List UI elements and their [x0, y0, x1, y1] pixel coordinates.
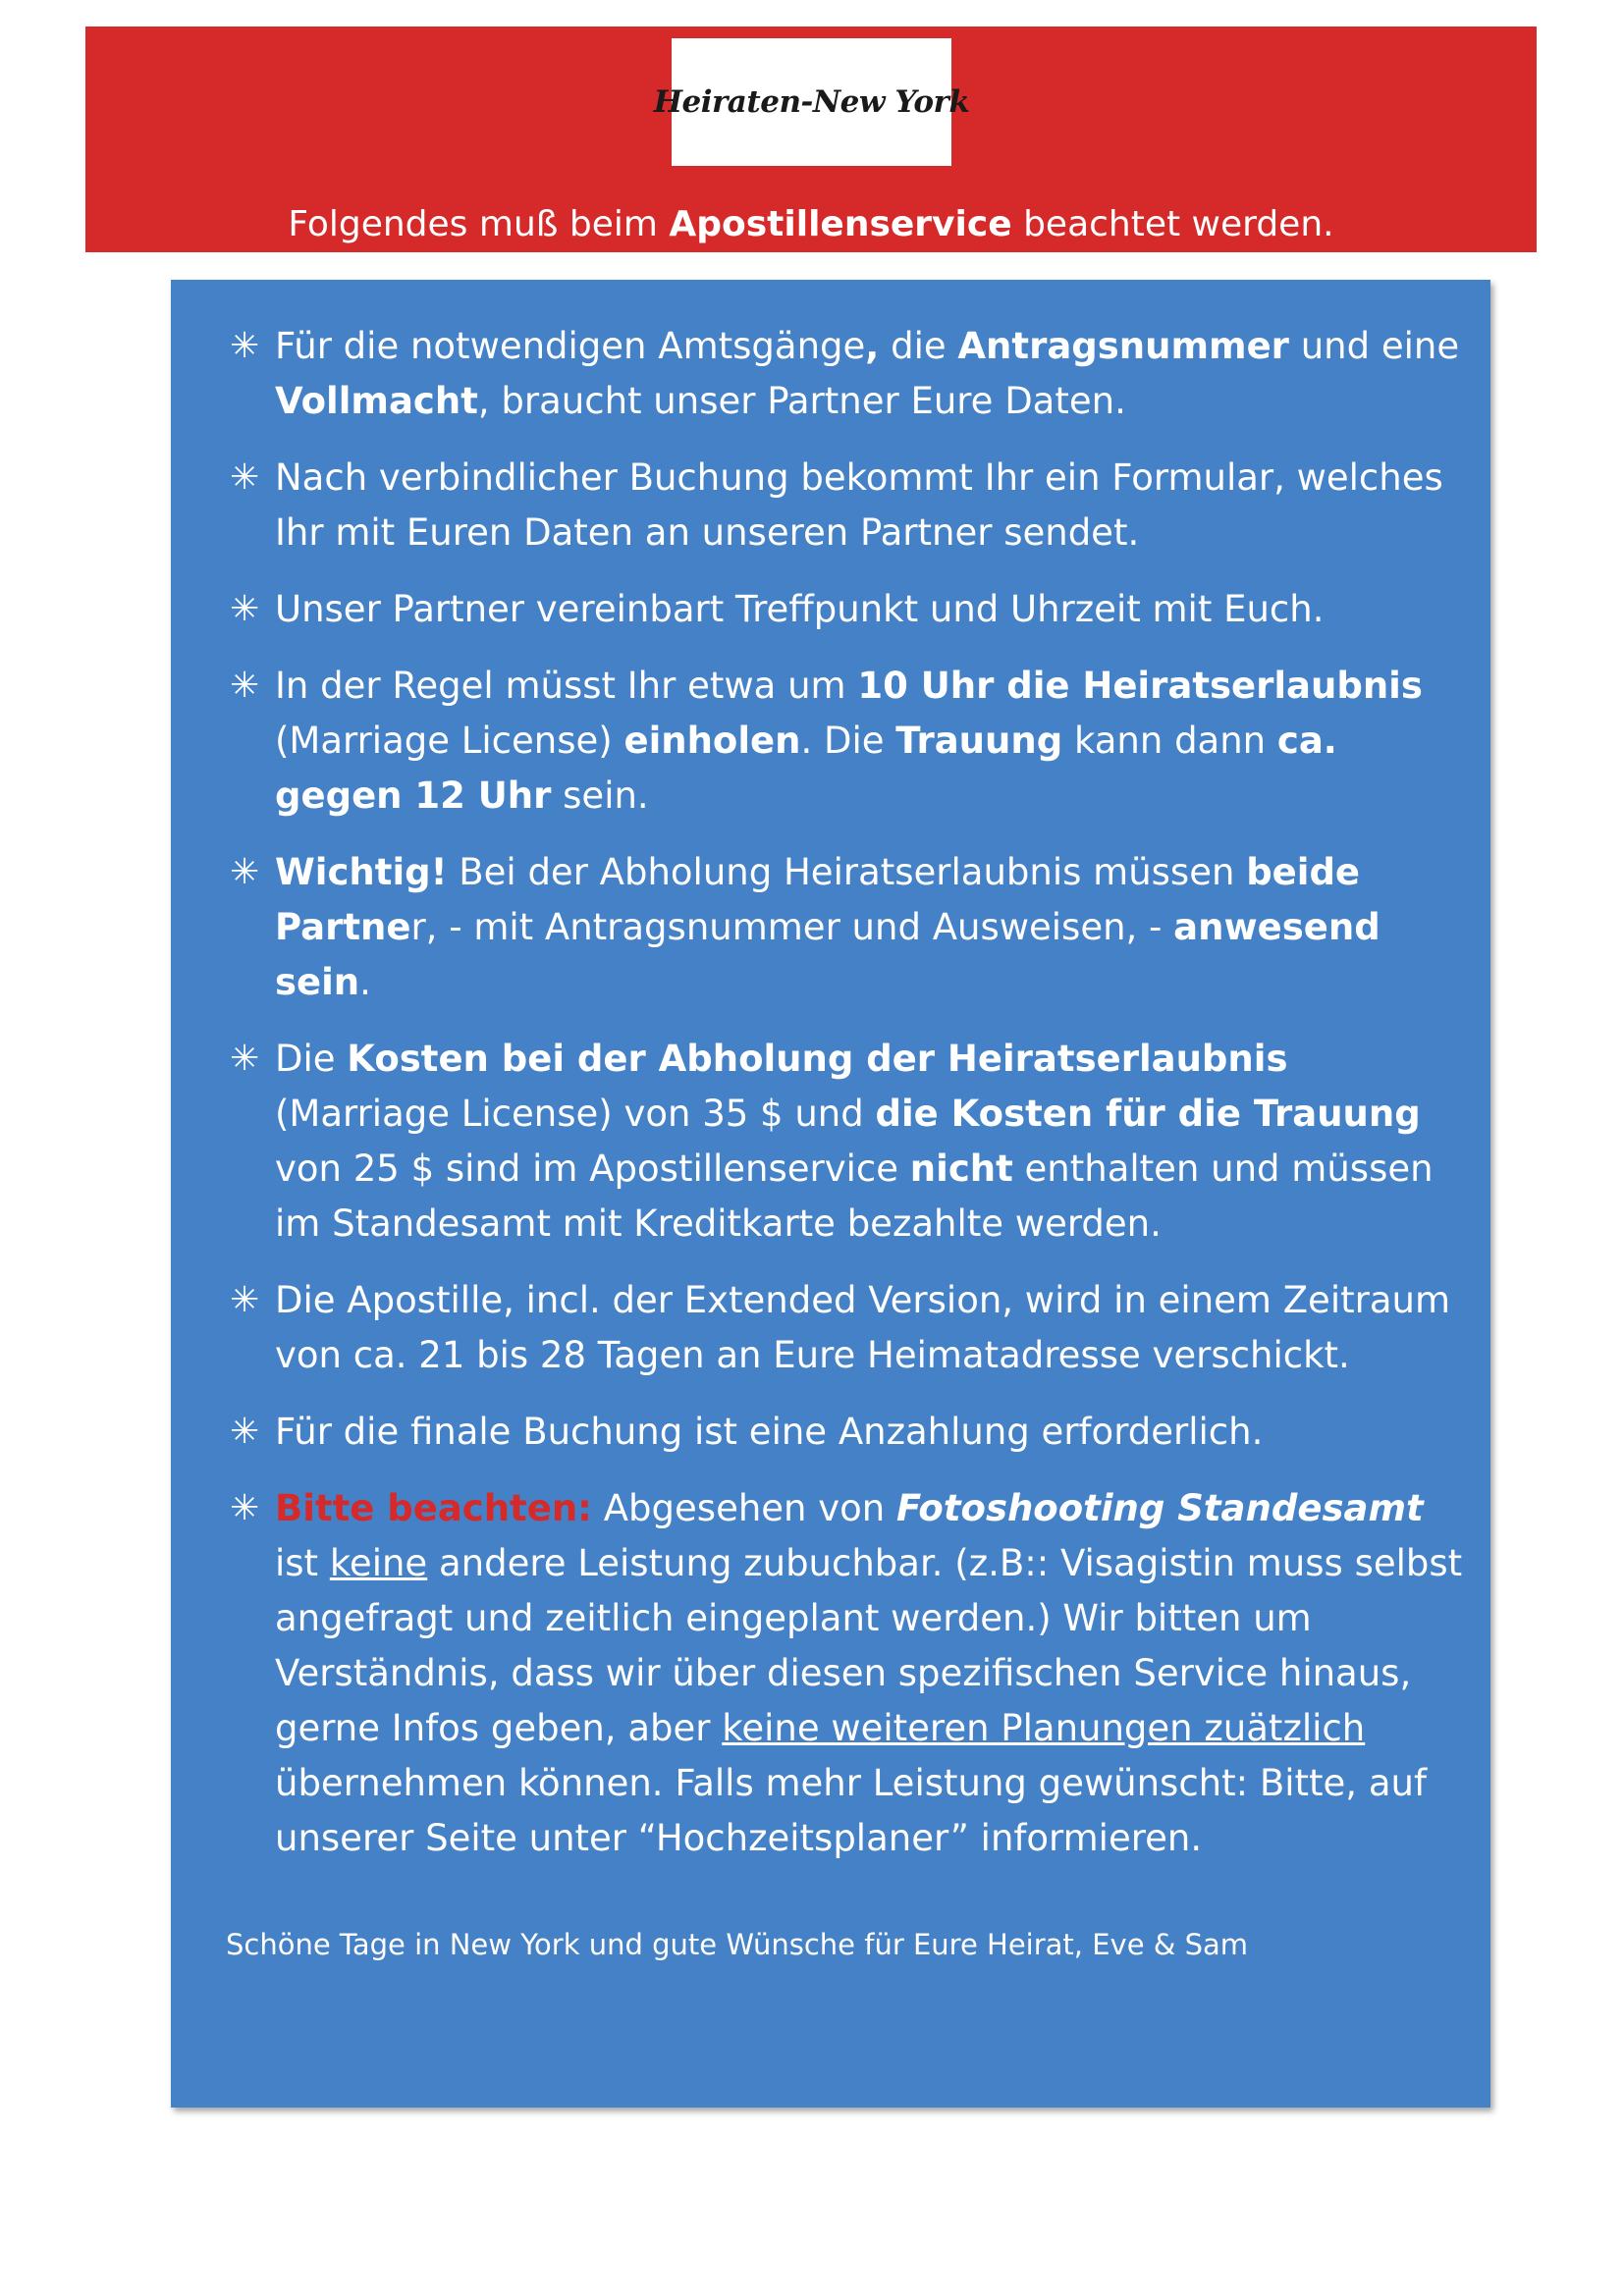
header-banner — [85, 27, 1537, 252]
closing-note: Schöne Tage in New York und gute Wünsche für Eure Heirat, Eve & Sam — [226, 1928, 1249, 1961]
text-bold: Wichtig! — [275, 851, 448, 893]
list-item — [226, 845, 1473, 1010]
text-underlined: keine weiteren Planungen zuätzlich — [722, 1707, 1366, 1749]
text: Die Apostille, incl. der Extended Version, wird in einem Zeitraum von ca. 21 bis 28 Tagen an Eure Heimatadresse verschickt. — [275, 1279, 1450, 1376]
text-bold: , — [865, 325, 880, 367]
text-bold-italic: Fotoshooting Standesamt — [896, 1487, 1424, 1529]
text: und eine — [1288, 325, 1460, 367]
list-item — [226, 319, 1473, 429]
text-underlined: keine — [329, 1542, 428, 1584]
text-bold: beide Partne — [275, 851, 1361, 948]
text: sein. — [551, 774, 649, 817]
text-bold: Antragsnummer — [957, 325, 1289, 367]
text-bold: einholen — [623, 720, 801, 762]
list-item — [226, 582, 1473, 637]
text-bold: die Kosten für die Trauung — [875, 1093, 1421, 1135]
logo-text: Heiraten-New York — [653, 84, 970, 120]
title-part: Folgendes muß beim — [288, 204, 670, 244]
info-list — [226, 319, 1473, 1888]
text: In der Regel müsst Ihr etwa um — [275, 665, 858, 707]
text-bold: nicht — [909, 1148, 1013, 1190]
list-item — [226, 659, 1473, 824]
text: von 25 $ sind im Apostillenservice — [275, 1148, 910, 1190]
page-title — [85, 203, 1537, 246]
text: (Marriage License) von 35 $ und — [275, 1093, 876, 1135]
asterisk-icon: ✳ — [230, 1488, 260, 1528]
asterisk-icon: ✳ — [230, 852, 260, 892]
list-item — [226, 1032, 1473, 1252]
asterisk-icon: ✳ — [230, 666, 260, 706]
asterisk-icon: ✳ — [230, 1412, 260, 1452]
asterisk-icon: ✳ — [230, 326, 260, 366]
info-panel — [171, 280, 1490, 2108]
asterisk-icon: ✳ — [230, 1280, 260, 1320]
text: enthalten und müssen im Standesamt mit Kreditkarte bezahlte werden. — [275, 1148, 1434, 1245]
text: ist — [275, 1542, 330, 1584]
text-bold: ca. gegen 12 Uhr — [275, 720, 1337, 817]
warning-label: Bitte beachten: — [275, 1487, 592, 1529]
text: (Marriage License) — [275, 720, 624, 762]
text: Abgesehen von — [591, 1487, 897, 1529]
text-bold: Vollmacht — [275, 380, 478, 422]
title-bold: Apostillenservice — [669, 204, 1012, 244]
text: die — [879, 325, 958, 367]
text: kann dann — [1062, 720, 1277, 762]
text: , braucht unser Partner Eure Daten. — [477, 380, 1126, 422]
text: Bei der Abholung Heiratserlaubnis müssen — [447, 851, 1247, 893]
text: . Die — [800, 720, 896, 762]
text: Für die notwendigen Amtsgänge — [275, 325, 866, 367]
text: Die — [275, 1038, 348, 1080]
logo — [653, 38, 970, 166]
list-item — [226, 1273, 1473, 1383]
list-item — [226, 451, 1473, 561]
asterisk-icon: ✳ — [230, 589, 260, 629]
text: Für die finale Buchung ist eine Anzahlung erforderlich. — [275, 1411, 1264, 1453]
text: Nach verbindlicher Buchung bekommt Ihr ein Formular, welches Ihr mit Euren Daten an unseren Partner sendet. — [275, 456, 1443, 554]
text: . — [359, 961, 371, 1003]
text: Unser Partner vereinbart Treffpunkt und Uhrzeit mit Euch. — [275, 588, 1325, 630]
text: andere Leistung zubuchbar. (z.B:: Visagistin muss selbst angefragt und zeitlich eingeplant werden.) Wir bitten um Verständnis, dass wir über diesen spezifischen Service hinaus, gerne Infos geben, aber — [275, 1542, 1463, 1749]
text-bold: Trauung — [895, 720, 1063, 762]
text-bold: anwesend sein — [275, 906, 1380, 1003]
list-item — [226, 1481, 1473, 1866]
asterisk-icon: ✳ — [230, 1039, 260, 1079]
title-part: beachtet werden. — [1011, 204, 1334, 244]
text: r, - mit Antragsnummer und Ausweisen, - — [410, 906, 1174, 948]
text-bold: 10 Uhr die Heiratserlaubnis — [857, 665, 1423, 707]
list-item — [226, 1405, 1473, 1460]
text-bold: Kosten bei der Abholung der Heiratserlaubnis — [347, 1038, 1288, 1080]
text: übernehmen können. Falls mehr Leistung gewünscht: Bitte, auf unserer Seite unter “Hochzeitsplaner” informieren. — [275, 1762, 1427, 1859]
asterisk-icon: ✳ — [230, 457, 260, 498]
